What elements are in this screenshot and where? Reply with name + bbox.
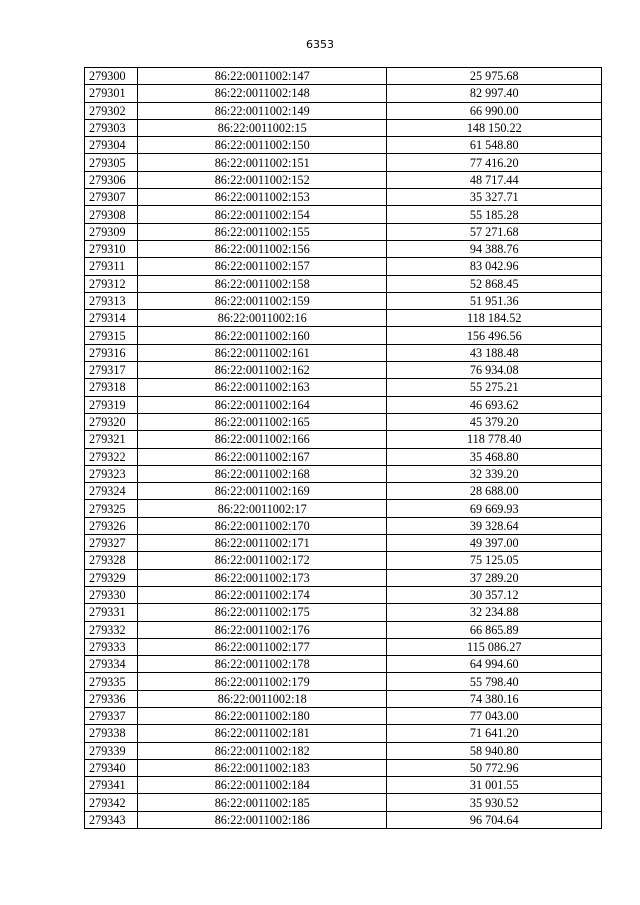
cadastral-value-cell: 25 975.68 [387,68,602,85]
record-number-cell: 279307 [85,189,138,206]
record-number-cell: 279325 [85,500,138,517]
table-row [85,656,602,673]
table-row [85,310,602,327]
record-number-cell: 279305 [85,154,138,171]
record-number-cell: 279312 [85,275,138,292]
cadastral-value-cell: 77 043.00 [387,707,602,724]
cadastral-number-cell: 86:22:0011002:175 [137,604,387,621]
cadastral-value-cell: 118 778.40 [387,431,602,448]
cadastral-number-cell: 86:22:0011002:176 [137,621,387,638]
cadastral-number-cell: 86:22:0011002:148 [137,85,387,102]
table-row [85,119,602,136]
record-number-cell: 279315 [85,327,138,344]
table-row [85,569,602,586]
cadastral-value-cell: 51 951.36 [387,292,602,309]
table-row [85,707,602,724]
table-row [85,794,602,811]
cadastral-value-cell: 39 328.64 [387,517,602,534]
table-row [85,604,602,621]
cadastral-value-cell: 115 086.27 [387,638,602,655]
cadastral-number-cell: 86:22:0011002:15 [137,119,387,136]
cadastral-number-cell: 86:22:0011002:147 [137,68,387,85]
cadastral-number-cell: 86:22:0011002:155 [137,223,387,240]
record-number-cell: 279300 [85,68,138,85]
cadastral-value-cell: 94 388.76 [387,240,602,257]
table-row [85,171,602,188]
record-number-cell: 279324 [85,483,138,500]
cadastral-number-cell: 86:22:0011002:166 [137,431,387,448]
cadastral-value-cell: 77 416.20 [387,154,602,171]
table-row [85,344,602,361]
cadastral-value-cell: 76 934.08 [387,362,602,379]
record-number-cell: 279327 [85,535,138,552]
record-number-cell: 279311 [85,258,138,275]
table-row [85,465,602,482]
record-number-cell: 279317 [85,362,138,379]
cadastral-number-cell: 86:22:0011002:171 [137,535,387,552]
record-number-cell: 279337 [85,707,138,724]
record-number-cell: 279304 [85,137,138,154]
record-number-cell: 279334 [85,656,138,673]
table-row [85,379,602,396]
cadastral-number-cell: 86:22:0011002:157 [137,258,387,275]
record-number-cell: 279335 [85,673,138,690]
cadastral-number-cell: 86:22:0011002:152 [137,171,387,188]
record-number-cell: 279341 [85,777,138,794]
table-row [85,500,602,517]
cadastral-value-cell: 45 379.20 [387,413,602,430]
table-row [85,759,602,776]
table-row [85,292,602,309]
record-number-cell: 279340 [85,759,138,776]
cadastral-value-cell: 61 548.80 [387,137,602,154]
record-number-cell: 279342 [85,794,138,811]
cadastral-number-cell: 86:22:0011002:186 [137,811,387,828]
table-row [85,811,602,828]
cadastral-number-cell: 86:22:0011002:159 [137,292,387,309]
table-row [85,206,602,223]
cadastral-number-cell: 86:22:0011002:177 [137,638,387,655]
cadastral-value-cell: 55 185.28 [387,206,602,223]
cadastral-value-cell: 31 001.55 [387,777,602,794]
record-number-cell: 279303 [85,119,138,136]
record-number-cell: 279329 [85,569,138,586]
record-number-cell: 279313 [85,292,138,309]
cadastral-value-cell: 32 339.20 [387,465,602,482]
record-number-cell: 279306 [85,171,138,188]
cadastral-value-cell: 57 271.68 [387,223,602,240]
table-row [85,102,602,119]
record-number-cell: 279319 [85,396,138,413]
table-row [85,189,602,206]
cadastral-number-cell: 86:22:0011002:149 [137,102,387,119]
cadastral-value-cell: 30 357.12 [387,586,602,603]
cadastral-number-cell: 86:22:0011002:174 [137,586,387,603]
cadastral-number-cell: 86:22:0011002:18 [137,690,387,707]
table-row [85,673,602,690]
table-row [85,483,602,500]
record-number-cell: 279333 [85,638,138,655]
record-number-cell: 279302 [85,102,138,119]
cadastral-value-cell: 82 997.40 [387,85,602,102]
record-number-cell: 279326 [85,517,138,534]
cadastral-value-cell: 35 930.52 [387,794,602,811]
table-row [85,517,602,534]
record-number-cell: 279309 [85,223,138,240]
cadastral-value-cell: 32 234.88 [387,604,602,621]
cadastral-value-cell: 52 868.45 [387,275,602,292]
cadastral-value-cell: 55 275.21 [387,379,602,396]
table-row [85,240,602,257]
table-row [85,137,602,154]
table-row [85,154,602,171]
cadastral-value-cell: 35 327.71 [387,189,602,206]
cadastral-number-cell: 86:22:0011002:164 [137,396,387,413]
cadastral-number-cell: 86:22:0011002:172 [137,552,387,569]
cadastral-value-cell: 74 380.16 [387,690,602,707]
cadastral-number-cell: 86:22:0011002:160 [137,327,387,344]
table-row [85,431,602,448]
table-row [85,396,602,413]
cadastral-value-cell: 37 289.20 [387,569,602,586]
cadastral-value-cell: 28 688.00 [387,483,602,500]
record-number-cell: 279320 [85,413,138,430]
cadastral-number-cell: 86:22:0011002:183 [137,759,387,776]
cadastral-number-cell: 86:22:0011002:167 [137,448,387,465]
cadastral-number-cell: 86:22:0011002:162 [137,362,387,379]
record-number-cell: 279330 [85,586,138,603]
cadastral-number-cell: 86:22:0011002:158 [137,275,387,292]
cadastral-number-cell: 86:22:0011002:163 [137,379,387,396]
record-number-cell: 279322 [85,448,138,465]
table-row [85,258,602,275]
cadastral-number-cell: 86:22:0011002:181 [137,725,387,742]
cadastral-number-cell: 86:22:0011002:165 [137,413,387,430]
page-number: 6353 [306,38,334,51]
record-number-cell: 279314 [85,310,138,327]
cadastral-value-cell: 50 772.96 [387,759,602,776]
cadastral-value-cell: 118 184.52 [387,310,602,327]
cadastral-value-cell: 43 188.48 [387,344,602,361]
table-row [85,535,602,552]
cadastral-number-cell: 86:22:0011002:170 [137,517,387,534]
cadastral-number-cell: 86:22:0011002:17 [137,500,387,517]
cadastral-value-cell: 75 125.05 [387,552,602,569]
cadastral-value-table [84,67,602,829]
table-row [85,327,602,344]
record-number-cell: 279343 [85,811,138,828]
table-row [85,690,602,707]
cadastral-number-cell: 86:22:0011002:184 [137,777,387,794]
table-row [85,742,602,759]
table-row [85,725,602,742]
table-row [85,68,602,85]
record-number-cell: 279301 [85,85,138,102]
cadastral-number-cell: 86:22:0011002:179 [137,673,387,690]
cadastral-number-cell: 86:22:0011002:182 [137,742,387,759]
cadastral-value-cell: 71 641.20 [387,725,602,742]
cadastral-number-cell: 86:22:0011002:185 [137,794,387,811]
cadastral-number-cell: 86:22:0011002:173 [137,569,387,586]
cadastral-value-cell: 156 496.56 [387,327,602,344]
cadastral-value-cell: 66 865.89 [387,621,602,638]
record-number-cell: 279318 [85,379,138,396]
record-number-cell: 279332 [85,621,138,638]
table-row [85,413,602,430]
table-row [85,448,602,465]
table-row [85,777,602,794]
table-row [85,586,602,603]
table-row [85,362,602,379]
cadastral-number-cell: 86:22:0011002:151 [137,154,387,171]
cadastral-value-cell: 83 042.96 [387,258,602,275]
cadastral-value-cell: 55 798.40 [387,673,602,690]
cadastral-number-cell: 86:22:0011002:16 [137,310,387,327]
table-row [85,621,602,638]
cadastral-value-cell: 96 704.64 [387,811,602,828]
record-number-cell: 279316 [85,344,138,361]
cadastral-number-cell: 86:22:0011002:168 [137,465,387,482]
record-number-cell: 279310 [85,240,138,257]
cadastral-number-cell: 86:22:0011002:178 [137,656,387,673]
cadastral-value-cell: 69 669.93 [387,500,602,517]
cadastral-value-cell: 49 397.00 [387,535,602,552]
cadastral-value-cell: 46 693.62 [387,396,602,413]
table-row [85,85,602,102]
cadastral-number-cell: 86:22:0011002:180 [137,707,387,724]
cadastral-value-cell: 58 940.80 [387,742,602,759]
cadastral-value-cell: 48 717.44 [387,171,602,188]
cadastral-number-cell: 86:22:0011002:154 [137,206,387,223]
record-number-cell: 279336 [85,690,138,707]
cadastral-number-cell: 86:22:0011002:161 [137,344,387,361]
cadastral-number-cell: 86:22:0011002:169 [137,483,387,500]
table-row [85,275,602,292]
cadastral-number-cell: 86:22:0011002:153 [137,189,387,206]
table-body [85,68,602,829]
cadastral-value-cell: 64 994.60 [387,656,602,673]
record-number-cell: 279308 [85,206,138,223]
table-row [85,638,602,655]
cadastral-value-cell: 148 150.22 [387,119,602,136]
cadastral-value-cell: 66 990.00 [387,102,602,119]
record-number-cell: 279321 [85,431,138,448]
record-number-cell: 279331 [85,604,138,621]
table-row [85,223,602,240]
cadastral-value-cell: 35 468.80 [387,448,602,465]
table-row [85,552,602,569]
record-number-cell: 279328 [85,552,138,569]
cadastral-number-cell: 86:22:0011002:150 [137,137,387,154]
record-number-cell: 279339 [85,742,138,759]
record-number-cell: 279338 [85,725,138,742]
record-number-cell: 279323 [85,465,138,482]
cadastral-number-cell: 86:22:0011002:156 [137,240,387,257]
